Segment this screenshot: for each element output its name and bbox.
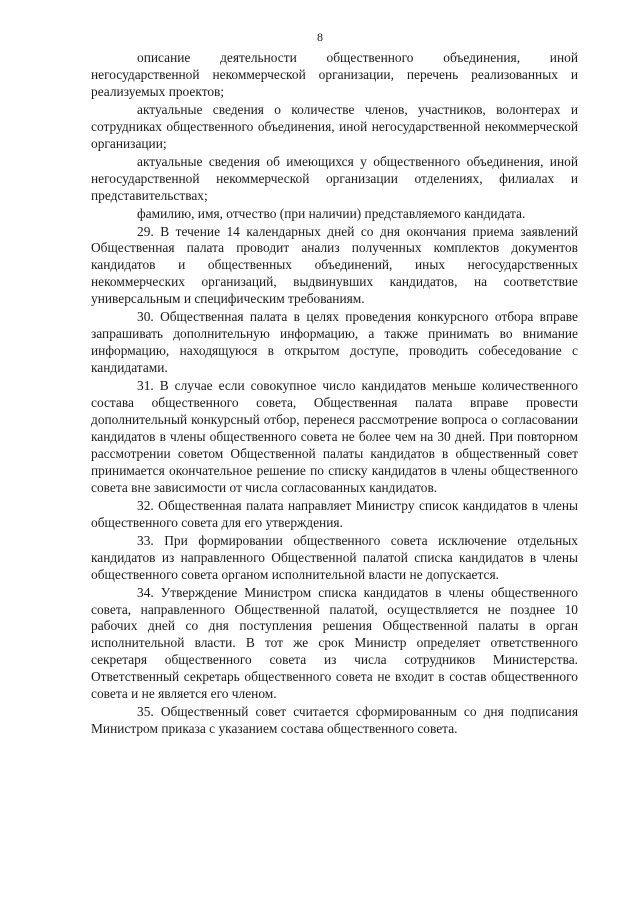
paragraph-clause-33: 33. При формировании общественного совета исключение отдельных кандидатов из направленного Общественной палатой списка кандидатов в члены общественного совета органом исполнительной власти не допускается. [91, 532, 578, 582]
page-number: 8 [317, 30, 323, 44]
paragraph-members-info: актуальные сведения о количестве членов, участников, волонтерах и сотрудниках общественного объединения, иной негосударственной некоммерческой организации; [91, 101, 578, 151]
paragraph-activity-description: описание деятельности общественного объединения, иной негосударственной некоммерческой организации, перечень реализованных и реализуемых проектов; [91, 50, 578, 99]
paragraph-clause-30: 30. Общественная палата в целях проведения конкурсного отбора вправе запрашивать дополнительную информацию, а также принимать во внимание информацию, находящуюся в открытом доступе, проводить собеседование с кандидатами. [91, 309, 578, 376]
paragraph-branches-info: актуальные сведения об имеющихся у общественного объединения, иной негосударственной некоммерческой организации отделениях, филиалах и представительствах; [91, 153, 578, 203]
paragraph-clause-31: 31. В случае если совокупное число кандидатов меньше количественного состава общественного совета, Общественная палата вправе провести дополнительный конкурсный отбор, перенеся рассмотрение вопроса о согласовании кандидатов в члены общественного совета не более чем на 30 дней. При повторном рассмотрении советом Общественной палаты кандидатов в общественный совет принимается окончательное решение по списку кандидатов в члены общественного совета вне зависимости от числа согласованных кандидатов. [91, 378, 578, 495]
document-body [91, 50, 578, 739]
paragraph-clause-35: 35. Общественный совет считается сформированным со дня подписания Министром приказа с указанием состава общественного совета. [91, 704, 578, 737]
paragraph-clause-34: 34. Утверждение Министром списка кандидатов в члены общественного совета, направленного Общественной палатой, осуществляется не позднее 10 рабочих дней со дня поступления решения Общественной палаты в орган исполнительной власти. В тот же срок Министр определяет ответственного секретаря общественного совета из числа сотрудников Министерства. Ответственный секретарь общественного совета не входит в состав общественного совета и не является его членом. [91, 584, 578, 702]
paragraph-candidate-name: фамилию, имя, отчество (при наличии) представляемого кандидата. [137, 205, 526, 221]
paragraph-clause-29: 29. В течение 14 календарных дней со дня окончания приема заявлений Общественная палата проводит анализ полученных комплектов документов кандидатов и общественных объединений, иных негосударственных некоммерческих организаций, выдвинувших кандидатов, на соответствие универсальным и специфическим требованиям. [91, 223, 578, 307]
paragraph-clause-32: 32. Общественная палата направляет Министру список кандидатов в члены общественного совета для его утверждения. [91, 497, 578, 530]
